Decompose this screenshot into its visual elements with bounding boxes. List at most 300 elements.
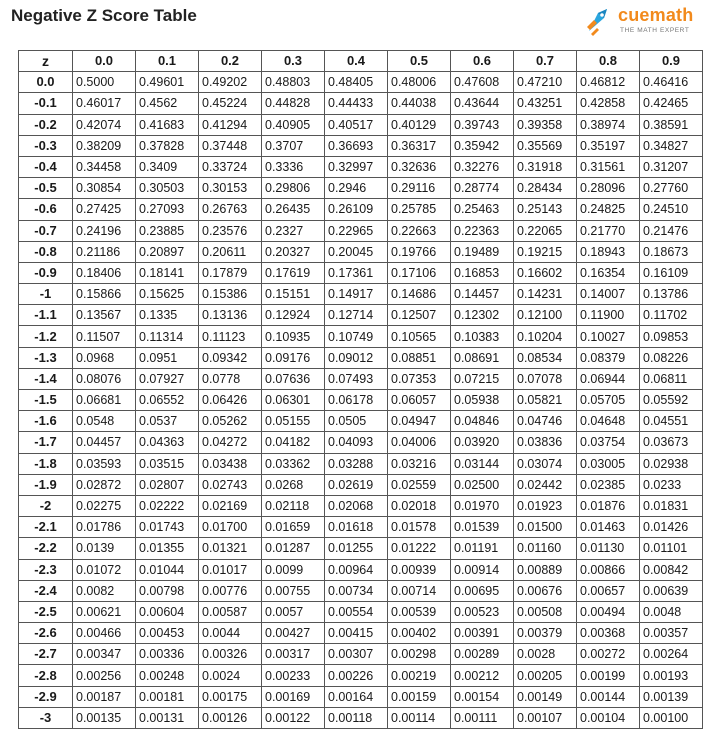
probability-cell: 0.01287 xyxy=(262,538,325,559)
probability-cell: 0.00539 xyxy=(388,601,451,622)
probability-cell: 0.00714 xyxy=(388,580,451,601)
probability-cell: 0.24196 xyxy=(73,220,136,241)
table-row xyxy=(19,72,703,93)
probability-cell: 0.09853 xyxy=(640,326,703,347)
probability-cell: 0.0048 xyxy=(640,601,703,622)
probability-cell: 0.42858 xyxy=(577,93,640,114)
probability-cell: 0.24825 xyxy=(577,199,640,220)
probability-cell: 0.10027 xyxy=(577,326,640,347)
z-value-cell: -2.5 xyxy=(19,601,73,622)
probability-cell: 0.10204 xyxy=(514,326,577,347)
probability-cell: 0.06426 xyxy=(199,390,262,411)
probability-cell: 0.00181 xyxy=(136,686,199,707)
probability-cell: 0.15866 xyxy=(73,284,136,305)
probability-cell: 0.16853 xyxy=(451,262,514,283)
header-row xyxy=(19,51,703,72)
probability-cell: 0.32276 xyxy=(451,156,514,177)
probability-cell: 0.03920 xyxy=(451,432,514,453)
probability-cell: 0.01017 xyxy=(199,559,262,580)
probability-cell: 0.00466 xyxy=(73,623,136,644)
probability-cell: 0.00734 xyxy=(325,580,388,601)
probability-cell: 0.48405 xyxy=(325,72,388,93)
column-header: 0.6 xyxy=(451,51,514,72)
probability-cell: 0.38591 xyxy=(640,114,703,135)
probability-cell: 0.04006 xyxy=(388,432,451,453)
probability-cell: 0.00494 xyxy=(577,601,640,622)
probability-cell: 0.04947 xyxy=(388,411,451,432)
probability-cell: 0.48803 xyxy=(262,72,325,93)
probability-cell: 0.48006 xyxy=(388,72,451,93)
probability-cell: 0.07927 xyxy=(136,368,199,389)
z-value-cell: -0.6 xyxy=(19,199,73,220)
probability-cell: 0.00554 xyxy=(325,601,388,622)
probability-cell: 0.31207 xyxy=(640,156,703,177)
probability-cell: 0.38974 xyxy=(577,114,640,135)
z-value-cell: -1.3 xyxy=(19,347,73,368)
probability-cell: 0.46416 xyxy=(640,72,703,93)
z-value-cell: -0.3 xyxy=(19,135,73,156)
table-row xyxy=(19,411,703,432)
table-row xyxy=(19,432,703,453)
probability-cell: 0.11123 xyxy=(199,326,262,347)
z-value-cell: -2.7 xyxy=(19,644,73,665)
probability-cell: 0.17106 xyxy=(388,262,451,283)
probability-cell: 0.31918 xyxy=(514,156,577,177)
probability-cell: 0.39358 xyxy=(514,114,577,135)
probability-cell: 0.14231 xyxy=(514,284,577,305)
probability-cell: 0.04272 xyxy=(199,432,262,453)
probability-cell: 0.11507 xyxy=(73,326,136,347)
probability-cell: 0.00139 xyxy=(640,686,703,707)
probability-cell: 0.01355 xyxy=(136,538,199,559)
z-value-cell: -0.9 xyxy=(19,262,73,283)
z-value-cell: -2 xyxy=(19,495,73,516)
column-header: 0.4 xyxy=(325,51,388,72)
probability-cell: 0.01426 xyxy=(640,517,703,538)
table-row xyxy=(19,220,703,241)
probability-cell: 0.27425 xyxy=(73,199,136,220)
probability-cell: 0.03673 xyxy=(640,432,703,453)
probability-cell: 0.36317 xyxy=(388,135,451,156)
probability-cell: 0.00755 xyxy=(262,580,325,601)
probability-cell: 0.06178 xyxy=(325,390,388,411)
table-row xyxy=(19,644,703,665)
z-value-cell: -0.2 xyxy=(19,114,73,135)
probability-cell: 0.0024 xyxy=(199,665,262,686)
probability-cell: 0.44828 xyxy=(262,93,325,114)
probability-cell: 0.0968 xyxy=(73,347,136,368)
probability-cell: 0.46812 xyxy=(577,72,640,93)
column-header-z: z xyxy=(19,51,73,72)
probability-cell: 0.00212 xyxy=(451,665,514,686)
probability-cell: 0.00939 xyxy=(388,559,451,580)
probability-cell: 0.05821 xyxy=(514,390,577,411)
probability-cell: 0.00122 xyxy=(262,707,325,728)
probability-cell: 0.0139 xyxy=(73,538,136,559)
probability-cell: 0.08226 xyxy=(640,347,703,368)
probability-cell: 0.43644 xyxy=(451,93,514,114)
probability-cell: 0.17361 xyxy=(325,262,388,283)
probability-cell: 0.0268 xyxy=(262,474,325,495)
z-value-cell: -2.3 xyxy=(19,559,73,580)
table-row xyxy=(19,347,703,368)
probability-cell: 0.11702 xyxy=(640,305,703,326)
probability-cell: 0.01463 xyxy=(577,517,640,538)
probability-cell: 0.16354 xyxy=(577,262,640,283)
probability-cell: 0.39743 xyxy=(451,114,514,135)
probability-cell: 0.42465 xyxy=(640,93,703,114)
column-header: 0.7 xyxy=(514,51,577,72)
table-row xyxy=(19,623,703,644)
probability-cell: 0.00107 xyxy=(514,707,577,728)
probability-cell: 0.12100 xyxy=(514,305,577,326)
probability-cell: 0.00326 xyxy=(199,644,262,665)
probability-cell: 0.00154 xyxy=(451,686,514,707)
probability-cell: 0.0057 xyxy=(262,601,325,622)
table-body xyxy=(19,72,703,729)
probability-cell: 0.0505 xyxy=(325,411,388,432)
probability-cell: 0.35942 xyxy=(451,135,514,156)
probability-cell: 0.23576 xyxy=(199,220,262,241)
probability-cell: 0.05705 xyxy=(577,390,640,411)
probability-cell: 0.00111 xyxy=(451,707,514,728)
probability-cell: 0.06681 xyxy=(73,390,136,411)
probability-cell: 0.01578 xyxy=(388,517,451,538)
probability-cell: 0.00118 xyxy=(325,707,388,728)
z-value-cell: -1 xyxy=(19,284,73,305)
z-value-cell: -2.1 xyxy=(19,517,73,538)
table-row xyxy=(19,93,703,114)
probability-cell: 0.13136 xyxy=(199,305,262,326)
probability-cell: 0.40129 xyxy=(388,114,451,135)
probability-cell: 0.00144 xyxy=(577,686,640,707)
probability-cell: 0.25143 xyxy=(514,199,577,220)
probability-cell: 0.34827 xyxy=(640,135,703,156)
probability-cell: 0.20045 xyxy=(325,241,388,262)
probability-cell: 0.0099 xyxy=(262,559,325,580)
probability-cell: 0.14686 xyxy=(388,284,451,305)
z-value-cell: -0.7 xyxy=(19,220,73,241)
probability-cell: 0.11900 xyxy=(577,305,640,326)
probability-cell: 0.28774 xyxy=(451,178,514,199)
probability-cell: 0.03216 xyxy=(388,453,451,474)
probability-cell: 0.00126 xyxy=(199,707,262,728)
probability-cell: 0.01500 xyxy=(514,517,577,538)
probability-cell: 0.04363 xyxy=(136,432,199,453)
table-row xyxy=(19,453,703,474)
probability-cell: 0.26435 xyxy=(262,199,325,220)
table-row xyxy=(19,178,703,199)
probability-cell: 0.3409 xyxy=(136,156,199,177)
probability-cell: 0.14007 xyxy=(577,284,640,305)
z-value-cell: -1.9 xyxy=(19,474,73,495)
brand-logo[interactable] xyxy=(585,2,700,40)
probability-cell: 0.47210 xyxy=(514,72,577,93)
table-row xyxy=(19,517,703,538)
probability-cell: 0.00193 xyxy=(640,665,703,686)
column-header: 0.2 xyxy=(199,51,262,72)
z-value-cell: 0.0 xyxy=(19,72,73,93)
probability-cell: 0.04457 xyxy=(73,432,136,453)
table-row xyxy=(19,601,703,622)
probability-cell: 0.00169 xyxy=(262,686,325,707)
probability-cell: 0.28096 xyxy=(577,178,640,199)
table-row xyxy=(19,114,703,135)
table-row xyxy=(19,368,703,389)
table-row xyxy=(19,686,703,707)
probability-cell: 0.00657 xyxy=(577,580,640,601)
probability-cell: 0.00587 xyxy=(199,601,262,622)
probability-cell: 0.01255 xyxy=(325,538,388,559)
probability-cell: 0.01659 xyxy=(262,517,325,538)
probability-cell: 0.02275 xyxy=(73,495,136,516)
probability-cell: 0.00298 xyxy=(388,644,451,665)
probability-cell: 0.06552 xyxy=(136,390,199,411)
probability-cell: 0.06811 xyxy=(640,368,703,389)
probability-cell: 0.00149 xyxy=(514,686,577,707)
probability-cell: 0.19766 xyxy=(388,241,451,262)
probability-cell: 0.12507 xyxy=(388,305,451,326)
probability-cell: 0.00289 xyxy=(451,644,514,665)
probability-cell: 0.0778 xyxy=(199,368,262,389)
z-value-cell: -2.2 xyxy=(19,538,73,559)
probability-cell: 0.00256 xyxy=(73,665,136,686)
probability-cell: 0.22363 xyxy=(451,220,514,241)
probability-cell: 0.16109 xyxy=(640,262,703,283)
probability-cell: 0.00357 xyxy=(640,623,703,644)
probability-cell: 0.15151 xyxy=(262,284,325,305)
probability-cell: 0.09012 xyxy=(325,347,388,368)
z-value-cell: -1.6 xyxy=(19,411,73,432)
probability-cell: 0.17619 xyxy=(262,262,325,283)
probability-cell: 0.09176 xyxy=(262,347,325,368)
probability-cell: 0.00336 xyxy=(136,644,199,665)
probability-cell: 0.15386 xyxy=(199,284,262,305)
probability-cell: 0.00964 xyxy=(325,559,388,580)
probability-cell: 0.02169 xyxy=(199,495,262,516)
probability-cell: 0.18673 xyxy=(640,241,703,262)
probability-cell: 0.37828 xyxy=(136,135,199,156)
probability-cell: 0.02500 xyxy=(451,474,514,495)
probability-cell: 0.32636 xyxy=(388,156,451,177)
probability-cell: 0.08379 xyxy=(577,347,640,368)
probability-cell: 0.29806 xyxy=(262,178,325,199)
probability-cell: 0.00402 xyxy=(388,623,451,644)
probability-cell: 0.49202 xyxy=(199,72,262,93)
probability-cell: 0.02872 xyxy=(73,474,136,495)
probability-cell: 0.09342 xyxy=(199,347,262,368)
probability-cell: 0.02743 xyxy=(199,474,262,495)
probability-cell: 0.04648 xyxy=(577,411,640,432)
probability-cell: 0.3336 xyxy=(262,156,325,177)
probability-cell: 0.12302 xyxy=(451,305,514,326)
probability-cell: 0.02385 xyxy=(577,474,640,495)
probability-cell: 0.00776 xyxy=(199,580,262,601)
probability-cell: 0.30153 xyxy=(199,178,262,199)
probability-cell: 0.01970 xyxy=(451,495,514,516)
probability-cell: 0.00368 xyxy=(577,623,640,644)
probability-cell: 0.01160 xyxy=(514,538,577,559)
probability-cell: 0.15625 xyxy=(136,284,199,305)
probability-cell: 0.00164 xyxy=(325,686,388,707)
probability-cell: 0.0233 xyxy=(640,474,703,495)
probability-cell: 0.47608 xyxy=(451,72,514,93)
probability-cell: 0.36693 xyxy=(325,135,388,156)
probability-cell: 0.35197 xyxy=(577,135,640,156)
probability-cell: 0.00131 xyxy=(136,707,199,728)
probability-cell: 0.37448 xyxy=(199,135,262,156)
brand-name: cuemath xyxy=(618,5,694,25)
probability-cell: 0.01923 xyxy=(514,495,577,516)
probability-cell: 0.32997 xyxy=(325,156,388,177)
probability-cell: 0.3707 xyxy=(262,135,325,156)
z-score-table xyxy=(18,50,703,729)
probability-cell: 0.44433 xyxy=(325,93,388,114)
probability-cell: 0.06301 xyxy=(262,390,325,411)
probability-cell: 0.07493 xyxy=(325,368,388,389)
probability-cell: 0.10749 xyxy=(325,326,388,347)
column-header: 0.8 xyxy=(577,51,640,72)
probability-cell: 0.03144 xyxy=(451,453,514,474)
probability-cell: 0.19215 xyxy=(514,241,577,262)
probability-cell: 0.20611 xyxy=(199,241,262,262)
probability-cell: 0.07353 xyxy=(388,368,451,389)
probability-cell: 0.00199 xyxy=(577,665,640,686)
probability-cell: 0.34458 xyxy=(73,156,136,177)
probability-cell: 0.01044 xyxy=(136,559,199,580)
z-value-cell: -1.2 xyxy=(19,326,73,347)
column-header: 0.5 xyxy=(388,51,451,72)
brand-tagline: THE MATH EXPERT xyxy=(620,27,690,34)
probability-cell: 0.18943 xyxy=(577,241,640,262)
rocket-icon xyxy=(585,5,615,37)
probability-cell: 0.08076 xyxy=(73,368,136,389)
table-row xyxy=(19,559,703,580)
probability-cell: 0.30503 xyxy=(136,178,199,199)
probability-cell: 0.05592 xyxy=(640,390,703,411)
probability-cell: 0.00523 xyxy=(451,601,514,622)
probability-cell: 0.03005 xyxy=(577,453,640,474)
probability-cell: 0.20897 xyxy=(136,241,199,262)
probability-cell: 0.00676 xyxy=(514,580,577,601)
probability-cell: 0.2327 xyxy=(262,220,325,241)
probability-cell: 0.00391 xyxy=(451,623,514,644)
table-header xyxy=(19,51,703,72)
probability-cell: 0.25785 xyxy=(388,199,451,220)
probability-cell: 0.28434 xyxy=(514,178,577,199)
probability-cell: 0.00159 xyxy=(388,686,451,707)
z-value-cell: -0.4 xyxy=(19,156,73,177)
probability-cell: 0.01618 xyxy=(325,517,388,538)
probability-cell: 0.01321 xyxy=(199,538,262,559)
column-header: 0.1 xyxy=(136,51,199,72)
column-header: 0.0 xyxy=(73,51,136,72)
probability-cell: 0.00842 xyxy=(640,559,703,580)
probability-cell: 0.00914 xyxy=(451,559,514,580)
probability-cell: 0.00604 xyxy=(136,601,199,622)
probability-cell: 0.03754 xyxy=(577,432,640,453)
probability-cell: 0.08851 xyxy=(388,347,451,368)
probability-cell: 0.05938 xyxy=(451,390,514,411)
probability-cell: 0.07636 xyxy=(262,368,325,389)
table-row xyxy=(19,707,703,728)
probability-cell: 0.00379 xyxy=(514,623,577,644)
probability-cell: 0.00453 xyxy=(136,623,199,644)
probability-cell: 0.02619 xyxy=(325,474,388,495)
probability-cell: 0.20327 xyxy=(262,241,325,262)
probability-cell: 0.01876 xyxy=(577,495,640,516)
probability-cell: 0.10565 xyxy=(388,326,451,347)
probability-cell: 0.21476 xyxy=(640,220,703,241)
probability-cell: 0.00205 xyxy=(514,665,577,686)
table-row xyxy=(19,495,703,516)
probability-cell: 0.05262 xyxy=(199,411,262,432)
probability-cell: 0.24510 xyxy=(640,199,703,220)
probability-cell: 0.03515 xyxy=(136,453,199,474)
probability-cell: 0.42074 xyxy=(73,114,136,135)
table-row xyxy=(19,284,703,305)
probability-cell: 0.38209 xyxy=(73,135,136,156)
probability-cell: 0.08534 xyxy=(514,347,577,368)
probability-cell: 0.13567 xyxy=(73,305,136,326)
probability-cell: 0.45224 xyxy=(199,93,262,114)
table-row xyxy=(19,390,703,411)
probability-cell: 0.00508 xyxy=(514,601,577,622)
probability-cell: 0.10383 xyxy=(451,326,514,347)
table-row xyxy=(19,135,703,156)
probability-cell: 0.27093 xyxy=(136,199,199,220)
probability-cell: 0.2946 xyxy=(325,178,388,199)
table-row xyxy=(19,156,703,177)
probability-cell: 0.00866 xyxy=(577,559,640,580)
probability-cell: 0.07215 xyxy=(451,368,514,389)
probability-cell: 0.29116 xyxy=(388,178,451,199)
probability-cell: 0.06057 xyxy=(388,390,451,411)
probability-cell: 0.05155 xyxy=(262,411,325,432)
probability-cell: 0.00307 xyxy=(325,644,388,665)
probability-cell: 0.03836 xyxy=(514,432,577,453)
probability-cell: 0.22965 xyxy=(325,220,388,241)
table-row xyxy=(19,199,703,220)
z-value-cell: -2.9 xyxy=(19,686,73,707)
probability-cell: 0.00264 xyxy=(640,644,703,665)
probability-cell: 0.18141 xyxy=(136,262,199,283)
probability-cell: 0.0951 xyxy=(136,347,199,368)
probability-cell: 0.31561 xyxy=(577,156,640,177)
probability-cell: 0.00114 xyxy=(388,707,451,728)
probability-cell: 0.00621 xyxy=(73,601,136,622)
probability-cell: 0.35569 xyxy=(514,135,577,156)
probability-cell: 0.30854 xyxy=(73,178,136,199)
probability-cell: 0.00187 xyxy=(73,686,136,707)
column-header: 0.3 xyxy=(262,51,325,72)
probability-cell: 0.03593 xyxy=(73,453,136,474)
probability-cell: 0.4562 xyxy=(136,93,199,114)
probability-cell: 0.33724 xyxy=(199,156,262,177)
probability-cell: 0.23885 xyxy=(136,220,199,241)
z-value-cell: -1.7 xyxy=(19,432,73,453)
probability-cell: 0.22065 xyxy=(514,220,577,241)
probability-cell: 0.27760 xyxy=(640,178,703,199)
probability-cell: 0.01743 xyxy=(136,517,199,538)
probability-cell: 0.22663 xyxy=(388,220,451,241)
probability-cell: 0.01130 xyxy=(577,538,640,559)
probability-cell: 0.17879 xyxy=(199,262,262,283)
probability-cell: 0.19489 xyxy=(451,241,514,262)
table-row xyxy=(19,262,703,283)
probability-cell: 0.0044 xyxy=(199,623,262,644)
probability-cell: 0.08691 xyxy=(451,347,514,368)
